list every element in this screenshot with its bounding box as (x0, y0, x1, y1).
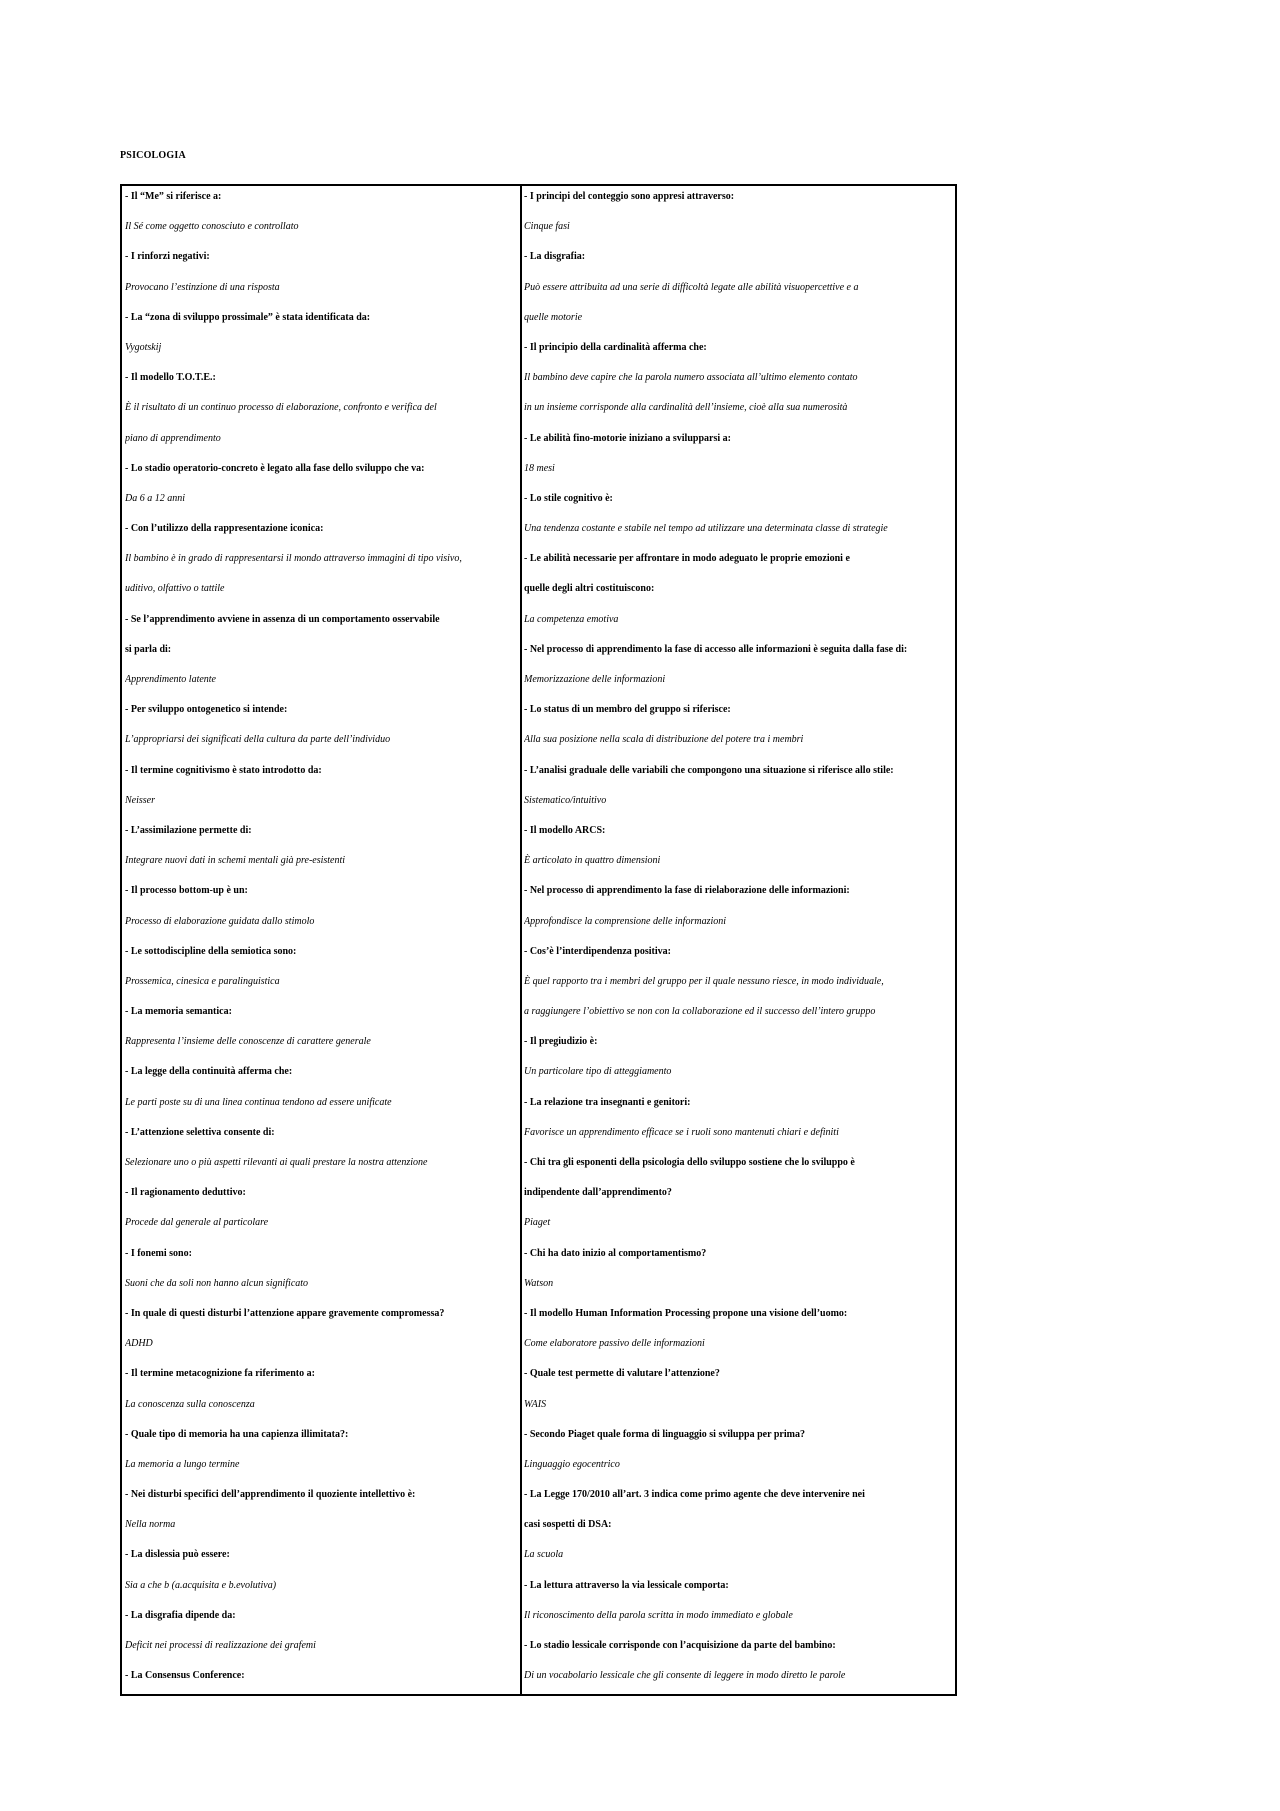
question-line: - Il modello ARCS: (524, 824, 606, 836)
answer-line: Rappresenta l’insieme delle conoscenze di carattere generale (125, 1036, 371, 1048)
answer-line: È il risultato di un continuo processo di elaborazione, confronto e verifica del (125, 402, 437, 414)
answer-line: Il bambino deve capire che la parola numero associata all’ultimo elemento contato (524, 372, 858, 384)
answer-line: Approfondisce la comprensione delle informazioni (524, 915, 727, 927)
answer-line: Come elaboratore passivo delle informazioni (524, 1338, 705, 1350)
question-line: - Quale tipo di memoria ha una capienza illimitata?: (125, 1428, 349, 1440)
answer-line: È articolato in quattro dimensioni (524, 855, 661, 867)
question-line: casi sospetti di DSA: (524, 1519, 612, 1531)
question-line: - I principi del conteggio sono appresi attraverso: (524, 191, 735, 202)
answer-line: L’appropriarsi dei significati della cultura da parte dell’individuo (125, 734, 391, 746)
question-line: - Il ragionamento deduttivo: (125, 1187, 246, 1199)
question-line: - L’analisi graduale delle variabili che compongono una situazione si riferisce allo stile: (524, 764, 894, 776)
answer-line: Un particolare tipo di atteggiamento (524, 1066, 672, 1078)
question-line: - Il modello Human Information Processing propone una visione dell’uomo: (524, 1307, 848, 1319)
question-line: - Il modello T.O.T.E.: (125, 372, 216, 384)
answer-line: È quel rapporto tra i membri del gruppo per il quale nessuno riesce, in modo individuale, (524, 975, 884, 987)
question-line: - La dislessia può essere: (125, 1549, 230, 1561)
question-line: - Le sottodiscipline della semiotica sono: (125, 945, 297, 957)
answer-line: Il riconoscimento della parola scritta in modo immediato e globale (524, 1609, 793, 1621)
question-line: - Il pregiudizio è: (524, 1036, 598, 1048)
answer-line: Suoni che da soli non hanno alcun significato (125, 1277, 309, 1289)
question-line: si parla di: (125, 643, 172, 655)
question-line: - L’attenzione selettiva consente di: (125, 1126, 275, 1138)
answer-line: Linguaggio egocentrico (524, 1458, 620, 1470)
question-line: - La Legge 170/2010 all’art. 3 indica come primo agente che deve intervenire nei (524, 1489, 865, 1501)
question-line: - Secondo Piaget quale forma di linguaggio si sviluppa per prima? (524, 1428, 805, 1440)
answer-line: La competenza emotiva (524, 613, 619, 625)
question-line: - Chi ha dato inizio al comportamentismo? (524, 1247, 707, 1259)
answer-line: Procede dal generale al particolare (125, 1217, 269, 1229)
question-line: - Con l’utilizzo della rappresentazione iconica: (125, 523, 324, 535)
question-line: - La lettura attraverso la via lessicale comporta: (524, 1579, 729, 1591)
question-line: - Per sviluppo ontogenetico si intende: (125, 704, 288, 716)
answer-line: Alla sua posizione nella scala di distribuzione del potere tra i membri (524, 734, 804, 746)
question-line: - La relazione tra insegnanti e genitori: (524, 1096, 691, 1108)
answer-line: La conoscenza sulla conoscenza (125, 1398, 255, 1410)
question-line: - Quale test permette di valutare l’attenzione? (524, 1368, 720, 1380)
answer-line: Di un vocabolario lessicale che gli consente di leggere in modo diretto le parole (524, 1670, 846, 1682)
answer-line: Il bambino è in grado di rappresentarsi il mondo attraverso immagini di tipo visivo, (125, 553, 462, 565)
answer-line: piano di apprendimento (125, 432, 221, 444)
question-line: - Se l’apprendimento avviene in assenza di un comportamento osservabile (125, 613, 440, 625)
question-line: - Le abilità necessarie per affrontare in modo adeguato le proprie emozioni e (524, 553, 850, 565)
answer-line: Il Sé come oggetto conosciuto e controllato (125, 221, 299, 233)
question-line: - Il “Me” si riferisce a: (125, 191, 222, 202)
answer-line: 18 mesi (524, 462, 555, 474)
answer-line: quelle motorie (524, 311, 583, 323)
question-line: - La legge della continuità afferma che: (125, 1066, 293, 1078)
question-line: - Il termine metacognizione fa riferimento a: (125, 1368, 315, 1380)
answer-line: in un insieme corrisponde alla cardinalità dell’insieme, cioè alla sua numerosità (524, 402, 848, 414)
question-line: - Il processo bottom-up è un: (125, 885, 248, 897)
question-line: - Nei disturbi specifici dell’apprendimento il quoziente intellettivo è: (125, 1489, 416, 1501)
question-line: - In quale di questi disturbi l’attenzione appare gravemente compromessa? (125, 1307, 445, 1319)
answer-line: Deficit nei processi di realizzazione dei grafemi (125, 1640, 316, 1651)
answer-line: Integrare nuovi dati in schemi mentali già pre-esistenti (125, 855, 346, 867)
question-line: quelle degli altri costituiscono: (524, 583, 655, 595)
answer-line: WAIS (524, 1398, 547, 1410)
answer-line: Cinque fasi (524, 221, 570, 233)
question-line: indipendente dall’apprendimento? (524, 1187, 672, 1199)
question-line: - Chi tra gli esponenti della psicologia dello sviluppo sostiene che lo sviluppo è (524, 1157, 855, 1168)
answer-line: Apprendimento latente (125, 674, 216, 685)
question-line: - La “zona di sviluppo prossimale” è stata identificata da: (125, 311, 371, 323)
question-line: - I fonemi sono: (125, 1247, 192, 1259)
question-line: - Il termine cognitivismo è stato introdotto da: (125, 764, 322, 776)
answer-line: a raggiungere l’obiettivo se non con la collaborazione ed il successo dell’intero gruppo (524, 1006, 876, 1018)
question-line: - La memoria semantica: (125, 1006, 232, 1018)
question-line: - Lo status di un membro del gruppo si riferisce: (524, 704, 731, 716)
question-line: - La disgrafia: (524, 251, 586, 263)
qa-table (120, 184, 957, 1696)
left-column (122, 186, 522, 1694)
answer-line: Watson (524, 1277, 554, 1289)
answer-line: ADHD (125, 1338, 153, 1350)
question-line: - La Consensus Conference: (125, 1670, 245, 1682)
answer-line: Sistematico/intuitivo (524, 794, 607, 806)
answer-line: Sia a che b (a.acquisita e b.evolutiva) (125, 1579, 277, 1591)
answer-line: Piaget (524, 1217, 551, 1229)
answer-line: uditivo, olfattivo o tattile (125, 583, 225, 595)
answer-line: Da 6 a 12 anni (125, 492, 185, 504)
answer-line: Memorizzazione delle informazioni (524, 674, 666, 685)
answer-line: Neisser (125, 794, 155, 806)
question-line: - Nel processo di apprendimento la fase di accesso alle informazioni è seguita dalla fase di: (524, 643, 908, 655)
answer-line: La scuola (524, 1549, 564, 1561)
answer-line: Una tendenza costante e stabile nel tempo ad utilizzare una determinata classe di strategie (524, 523, 888, 535)
right-column (522, 186, 955, 1694)
answer-line: Selezionare uno o più aspetti rilevanti ai quali prestare la nostra attenzione (125, 1157, 428, 1168)
question-line: - Lo stile cognitivo è: (524, 492, 613, 504)
answer-line: Nella norma (125, 1519, 176, 1531)
question-line: - Cos’è l’interdipendenza positiva: (524, 945, 671, 957)
question-line: - Nel processo di apprendimento la fase di rielaborazione delle informazioni: (524, 885, 850, 897)
document-title: PSICOLOGIA (120, 150, 186, 161)
question-line: - Lo stadio lessicale corrisponde con l’acquisizione da parte del bambino: (524, 1640, 836, 1651)
question-line: - I rinforzi negativi: (125, 251, 210, 263)
answer-line: Le parti poste su di una linea continua tendono ad essere unificate (125, 1096, 392, 1108)
question-line: - La disgrafia dipende da: (125, 1609, 236, 1621)
question-line: - Le abilità fino-motorie iniziano a svilupparsi a: (524, 432, 731, 444)
answer-line: La memoria a lungo termine (125, 1458, 240, 1470)
question-line: - L’assimilazione permette di: (125, 824, 252, 836)
answer-line: Provocano l’estinzione di una risposta (125, 281, 280, 293)
answer-line: Prossemica, cinesica e paralinguistica (125, 975, 280, 987)
question-line: - Lo stadio operatorio-concreto è legato alla fase dello sviluppo che va: (125, 462, 425, 474)
answer-line: Processo di elaborazione guidata dallo stimolo (125, 915, 315, 927)
answer-line: Favorisce un apprendimento efficace se i ruoli sono mantenuti chiari e definiti (524, 1126, 839, 1138)
answer-line: Può essere attribuita ad una serie di difficoltà legate alle abilità visuopercettive e a (524, 281, 859, 293)
answer-line: Vygotskij (125, 341, 162, 353)
question-line: - Il principio della cardinalità afferma che: (524, 341, 707, 353)
